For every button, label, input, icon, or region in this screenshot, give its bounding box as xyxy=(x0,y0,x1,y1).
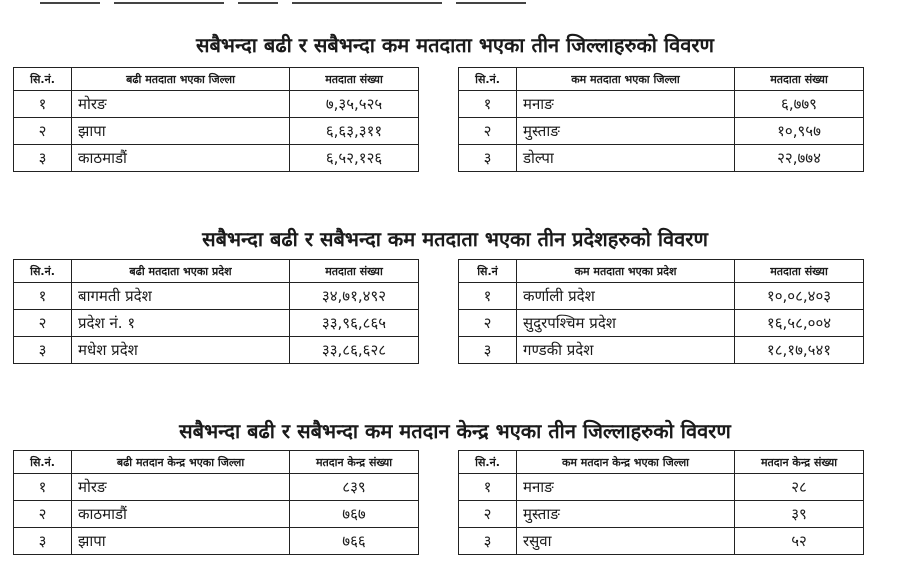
serial-header: सि.नं. xyxy=(14,451,72,474)
serial-header: सि.नं. xyxy=(14,68,72,91)
table-row xyxy=(459,501,864,528)
count-header: मतदाता संख्या xyxy=(290,260,419,283)
serial-header: सि.नं. xyxy=(459,68,517,91)
table-row xyxy=(14,501,419,528)
cropped-text-fragment xyxy=(40,0,560,4)
count-header: मतदाता संख्या xyxy=(290,68,419,91)
serial-cell: २ xyxy=(459,501,517,528)
name-cell: सुदुरपश्चिम प्रदेश xyxy=(517,310,735,337)
serial-cell: ३ xyxy=(14,145,72,172)
table-row xyxy=(14,310,419,337)
serial-cell: ३ xyxy=(14,528,72,555)
table-header-row xyxy=(14,451,419,474)
table-header-row xyxy=(459,451,864,474)
section-3-left-table xyxy=(13,450,419,555)
serial-header: सि.नं. xyxy=(14,260,72,283)
section-2-title: सबैभन्दा बढी र सबैभन्दा कम मतदाता भएका तीन प्रदेशहरुको विवरण xyxy=(202,227,708,251)
serial-cell: २ xyxy=(14,310,72,337)
count-cell: १०,०८,४०३ xyxy=(735,283,864,310)
name-header: बढी मतदाता भएका जिल्ला xyxy=(72,68,290,91)
serial-header: सि.नं. xyxy=(459,451,517,474)
serial-cell: ३ xyxy=(14,337,72,364)
table-row xyxy=(14,528,419,555)
table-row xyxy=(459,474,864,501)
table-row xyxy=(459,283,864,310)
name-header: कम मतदान केन्द्र भएका जिल्ला xyxy=(517,451,735,474)
section-3-right-table xyxy=(458,450,864,555)
serial-cell: ३ xyxy=(459,528,517,555)
count-cell: ७,३५,५२५ xyxy=(290,91,419,118)
name-cell: झापा xyxy=(72,118,290,145)
name-cell: झापा xyxy=(72,528,290,555)
name-cell: प्रदेश नं. १ xyxy=(72,310,290,337)
serial-cell: २ xyxy=(459,310,517,337)
name-cell: बागमती प्रदेश xyxy=(72,283,290,310)
table-header-row xyxy=(14,68,419,91)
table-row xyxy=(14,91,419,118)
table-row xyxy=(14,474,419,501)
count-header: मतदान केन्द्र संख्या xyxy=(290,451,419,474)
table-row xyxy=(459,528,864,555)
table-header-row xyxy=(459,68,864,91)
count-cell: ५२ xyxy=(735,528,864,555)
section-2-right-table xyxy=(458,259,864,364)
serial-cell: १ xyxy=(459,283,517,310)
serial-cell: ३ xyxy=(459,337,517,364)
section-3-title: सबैभन्दा बढी र सबैभन्दा कम मतदान केन्द्र भएका तीन जिल्लाहरुको विवरण xyxy=(179,419,731,443)
count-cell: ६,६३,३११ xyxy=(290,118,419,145)
name-cell: काठमाडौं xyxy=(72,501,290,528)
name-cell: काठमाडौं xyxy=(72,145,290,172)
count-cell: २२,७७४ xyxy=(735,145,864,172)
serial-cell: १ xyxy=(459,474,517,501)
name-cell: मुस्ताङ xyxy=(517,118,735,145)
section-1-left-table xyxy=(13,67,419,172)
count-cell: ६,५२,१२६ xyxy=(290,145,419,172)
count-cell: १८,१७,५४१ xyxy=(735,337,864,364)
name-cell: मोरङ xyxy=(72,474,290,501)
serial-cell: ३ xyxy=(459,145,517,172)
name-cell: रसुवा xyxy=(517,528,735,555)
name-cell: डोल्पा xyxy=(517,145,735,172)
count-cell: ३३,९६,८६५ xyxy=(290,310,419,337)
count-cell: ८३९ xyxy=(290,474,419,501)
name-cell: गण्डकी प्रदेश xyxy=(517,337,735,364)
count-cell: ३४,७१,४९२ xyxy=(290,283,419,310)
table-row xyxy=(14,118,419,145)
section-1-right-table xyxy=(458,67,864,172)
serial-cell: १ xyxy=(14,474,72,501)
serial-cell: १ xyxy=(459,91,517,118)
count-cell: ३९ xyxy=(735,501,864,528)
name-cell: मनाङ xyxy=(517,91,735,118)
count-cell: ६,७७९ xyxy=(735,91,864,118)
name-cell: कर्णाली प्रदेश xyxy=(517,283,735,310)
name-cell: मुस्ताङ xyxy=(517,501,735,528)
section-2-left-table xyxy=(13,259,419,364)
table-row xyxy=(459,118,864,145)
table-row xyxy=(14,283,419,310)
name-header: बढी मतदान केन्द्र भएका जिल्ला xyxy=(72,451,290,474)
table-row xyxy=(14,337,419,364)
name-cell: मोरङ xyxy=(72,91,290,118)
serial-header: सि.नं xyxy=(459,260,517,283)
count-header: मतदाता संख्या xyxy=(735,260,864,283)
serial-cell: २ xyxy=(14,118,72,145)
count-cell: १६,५८,००४ xyxy=(735,310,864,337)
serial-cell: १ xyxy=(14,283,72,310)
count-cell: ३३,८६,६२८ xyxy=(290,337,419,364)
name-cell: मनाङ xyxy=(517,474,735,501)
name-cell: मधेश प्रदेश xyxy=(72,337,290,364)
serial-cell: १ xyxy=(14,91,72,118)
serial-cell: २ xyxy=(14,501,72,528)
table-row xyxy=(459,337,864,364)
table-row xyxy=(459,145,864,172)
serial-cell: २ xyxy=(459,118,517,145)
table-row xyxy=(14,145,419,172)
name-header: कम मतदाता भएका प्रदेश xyxy=(517,260,735,283)
table-row xyxy=(459,91,864,118)
count-header: मतदान केन्द्र संख्या xyxy=(735,451,864,474)
section-1-title: सबैभन्दा बढी र सबैभन्दा कम मतदाता भएका तीन जिल्लाहरुको विवरण xyxy=(195,33,715,57)
count-cell: २८ xyxy=(735,474,864,501)
table-header-row xyxy=(14,260,419,283)
count-header: मतदाता संख्या xyxy=(735,68,864,91)
count-cell: १०,९५७ xyxy=(735,118,864,145)
table-row xyxy=(459,310,864,337)
name-header: बढी मतदाता भएका प्रदेश xyxy=(72,260,290,283)
count-cell: ७६६ xyxy=(290,528,419,555)
count-cell: ७६७ xyxy=(290,501,419,528)
name-header: कम मतदाता भएका जिल्ला xyxy=(517,68,735,91)
table-header-row xyxy=(459,260,864,283)
